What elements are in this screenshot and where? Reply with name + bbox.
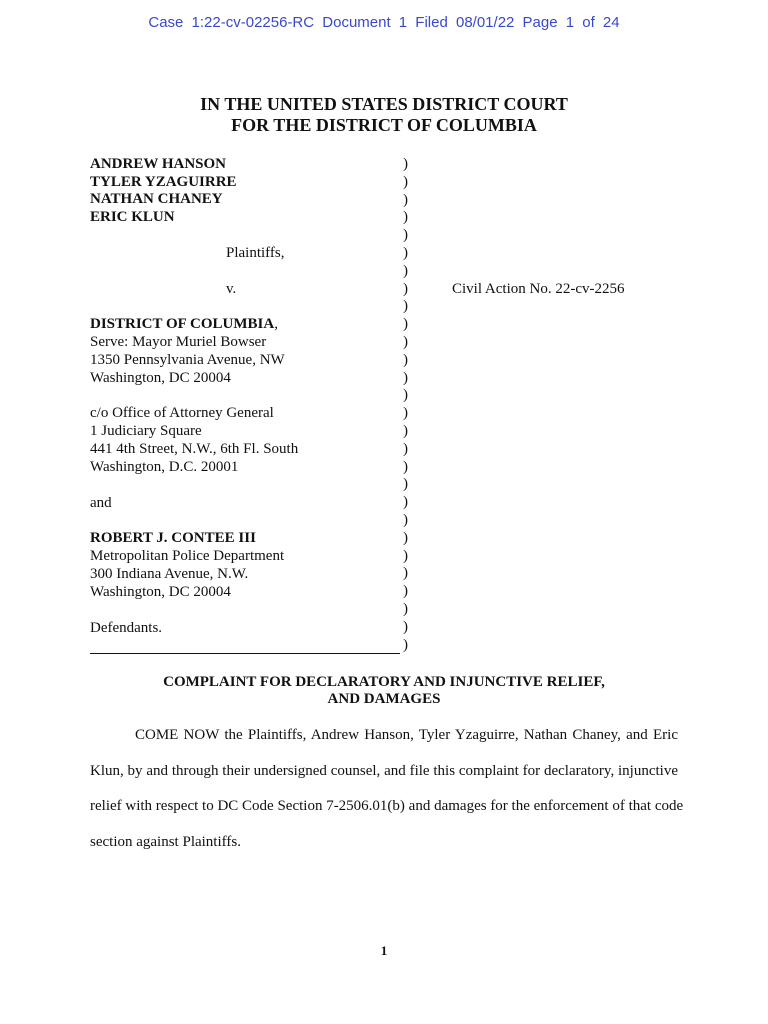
co-office-line: 441 4th Street, N.W., 6th Fl. South bbox=[90, 441, 299, 457]
caption-paren: ) bbox=[403, 298, 408, 315]
and-label: and bbox=[90, 495, 112, 511]
caption-paren: ) bbox=[403, 387, 408, 404]
address-line: Washington, DC 20004 bbox=[90, 370, 231, 386]
plaintiff-name: TYLER YZAGUIRRE bbox=[90, 174, 237, 190]
court-name-line-1: IN THE UNITED STATES DISTRICT COURT bbox=[200, 94, 568, 114]
caption-paren: ) bbox=[403, 636, 408, 653]
versus-label: v. bbox=[226, 281, 237, 297]
civil-action-number: Civil Action No. 22-cv-2256 bbox=[452, 281, 625, 297]
address-line: 1350 Pennsylvania Avenue, NW bbox=[90, 352, 285, 368]
serve-line: Serve: Mayor Muriel Bowser bbox=[90, 334, 267, 350]
caption-paren: ) bbox=[403, 422, 408, 439]
case-header-stamp: Case 1:22-cv-02256-RC Document 1 Filed 08/01/22 Page 1 of 24 bbox=[148, 14, 620, 31]
caption-paren: ) bbox=[403, 333, 408, 350]
caption-paren: ) bbox=[403, 173, 408, 190]
caption-paren: ) bbox=[403, 262, 408, 279]
caption-underline bbox=[90, 653, 400, 654]
caption-paren-column bbox=[403, 156, 408, 654]
caption-paren: ) bbox=[403, 369, 408, 386]
body-line: section against Plaintiffs. bbox=[90, 834, 241, 850]
caption-paren: ) bbox=[403, 227, 408, 244]
co-office-line: 1 Judiciary Square bbox=[90, 423, 202, 439]
caption-paren: ) bbox=[403, 440, 408, 457]
caption-paren: ) bbox=[403, 244, 408, 261]
caption-paren: ) bbox=[403, 565, 408, 582]
caption-paren: ) bbox=[403, 458, 408, 475]
caption-paren: ) bbox=[403, 351, 408, 368]
caption-paren: ) bbox=[403, 494, 408, 511]
caption-paren: ) bbox=[403, 191, 408, 208]
address-line: Washington, DC 20004 bbox=[90, 584, 231, 600]
caption-paren: ) bbox=[403, 600, 408, 617]
address-line: Metropolitan Police Department bbox=[90, 548, 285, 564]
defendant-name: DISTRICT OF COLUMBIA bbox=[90, 316, 275, 332]
caption-paren: ) bbox=[403, 511, 408, 528]
defendant-name-district bbox=[90, 316, 278, 334]
body-line: COME NOW the Plaintiffs, Andrew Hanson, Tyler Yzaguirre, Nathan Chaney, and Eric bbox=[135, 727, 678, 743]
caption-paren: ) bbox=[403, 476, 408, 493]
plaintiff-name: ERIC KLUN bbox=[90, 209, 175, 225]
page-number: 1 bbox=[380, 943, 388, 958]
defendant-name: ROBERT J. CONTEE III bbox=[90, 530, 256, 546]
plaintiff-name: ANDREW HANSON bbox=[90, 156, 226, 172]
address-line: 300 Indiana Avenue, N.W. bbox=[90, 566, 249, 582]
caption-paren: ) bbox=[403, 529, 408, 546]
defendants-label: Defendants. bbox=[90, 620, 163, 636]
caption-paren: ) bbox=[403, 583, 408, 600]
complaint-title-line-1: COMPLAINT FOR DECLARATORY AND INJUNCTIVE RELIEF, bbox=[163, 674, 605, 690]
defendant-name-comma: , bbox=[274, 316, 278, 332]
caption-paren: ) bbox=[403, 209, 408, 226]
caption-paren: ) bbox=[403, 547, 408, 564]
caption-paren: ) bbox=[403, 280, 408, 297]
body-line: relief with respect to DC Code Section 7-2506.01(b) and damages for the enforcement of that code bbox=[90, 798, 684, 814]
co-office-line: Washington, D.C. 20001 bbox=[90, 459, 239, 475]
caption-paren: ) bbox=[403, 405, 408, 422]
plaintiffs-label: Plaintiffs, bbox=[226, 245, 285, 261]
complaint-title-line-2: AND DAMAGES bbox=[327, 691, 441, 707]
caption-paren: ) bbox=[403, 316, 408, 333]
co-office-line: c/o Office of Attorney General bbox=[90, 405, 274, 421]
body-line: Klun, by and through their undersigned counsel, and file this complaint for declaratory, injunctive bbox=[90, 763, 678, 779]
caption-paren: ) bbox=[403, 618, 408, 635]
court-name-line-2: FOR THE DISTRICT OF COLUMBIA bbox=[231, 115, 537, 135]
caption-paren: ) bbox=[403, 156, 408, 172]
plaintiff-name: NATHAN CHANEY bbox=[90, 191, 223, 207]
